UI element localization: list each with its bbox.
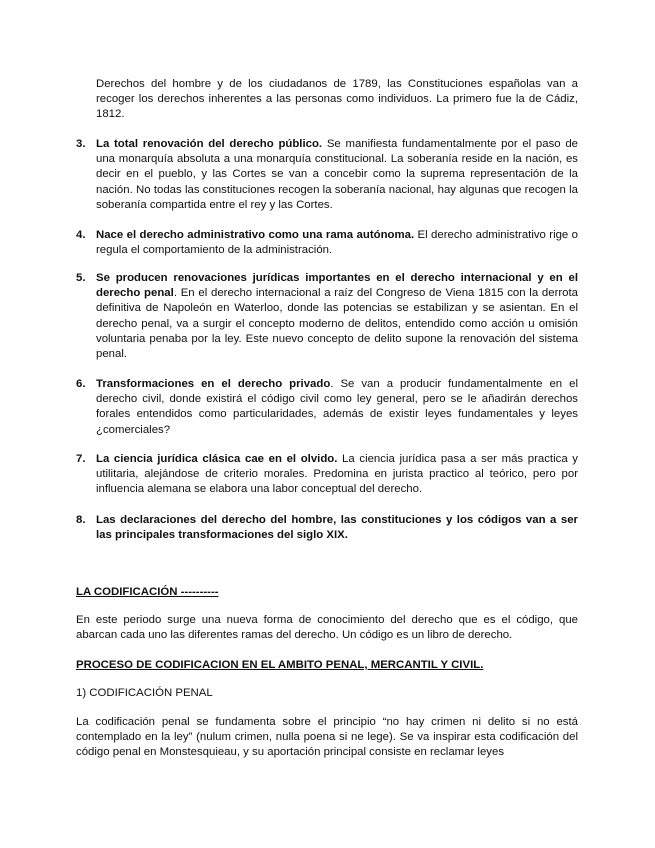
- item-number-5: 5.: [76, 272, 86, 284]
- item-number-8: 8.: [76, 514, 86, 526]
- item-number-4: 4.: [76, 229, 86, 241]
- list-item-6: [96, 377, 578, 438]
- list-item-8: [96, 513, 578, 543]
- item-heading-7: La ciencia jurídica clásica cae en el olvido.: [96, 453, 338, 465]
- item-heading-6: Transformaciones en el derecho privado: [96, 378, 331, 390]
- process-heading: PROCESO DE CODIFICACION EN EL AMBITO PENAL, MERCANTIL Y CIVIL.: [76, 659, 484, 671]
- item-number-3: 3.: [76, 138, 86, 150]
- item-heading-8: Las declaraciones del derecho del hombre, las constituciones y los códigos van a ser las principales transformaciones del siglo XIX.: [96, 514, 578, 542]
- list-item-5: [96, 271, 578, 362]
- item-number-6: 6.: [76, 378, 86, 390]
- item-number-7: 7.: [76, 453, 86, 465]
- intro-continuation: Derechos del hombre y de los ciudadanos de 1789, las Constituciones españolas van a recoger los derechos inherentes a las personas como individuos. La primero fue la de Cádiz, 1812.: [96, 78, 578, 121]
- list-item-7: [96, 452, 578, 498]
- section-heading-codificacion: LA CODIFICACIÓN ----------: [76, 586, 219, 598]
- item-body-7: La ciencia jurídica pasa a ser más practica y utilitaria, alejándose de criterio morales. Predomina en jurista practico al teórico, pero por influencia alemana se elabora una labor conceptual del derecho.: [96, 453, 578, 496]
- subsection-label: 1) CODIFICACIÓN PENAL: [76, 687, 213, 699]
- item-heading-4: Nace el derecho administrativo como una rama autónoma.: [96, 229, 415, 241]
- item-body-5: . En el derecho internacional a raíz del Congreso de Viena 1815 con la derrota definitiva de Napoleón en Waterloo, donde las potencias se estabilizan y se asientan. En el derecho penal, va a surgir el concepto moderno de delitos, entendido como acción u omisión voluntaria penaba por la ley. Este nuevo concepto de delito supone la renovación del sistema penal.: [96, 287, 578, 361]
- section-paragraph: En este periodo surge una nueva forma de conocimiento del derecho que es el código, que abarcan cada uno las diferentes ramas del derecho. Un código es un libro de derecho.: [76, 614, 578, 642]
- item-body-6: . Se van a producir fundamentalmente en el derecho civil, donde existirá el código civil como ley general, pero se le añadirán derechos forales entendidos como particularidades, además de existir leyes fundamentales y leyes ¿comerciales?: [96, 378, 578, 436]
- item-heading-3: La total renovación del derecho público.: [96, 138, 323, 150]
- item-body-3: Se manifiesta fundamentalmente por el paso de una monarquía absoluta a una monarquía constitucional. La soberanía reside en la nación, es decir en el pueblo, y las Cortes se van a concebir como la suprema representación de la nación. No todas las constituciones recogen la soberanía nacional, hay algunas que recogen la soberanía compartida entre el rey y las Cortes.: [96, 138, 578, 211]
- item-body-4: El derecho administrativo rige o regula el comportamiento de la administración.: [96, 229, 578, 257]
- list-item-4: [96, 228, 578, 258]
- final-paragraph: La codificación penal se fundamenta sobre el principio “no hay crimen ni delito si no está contemplado en la ley” (nulum crimen, nulla poena si ne lege). Se va inspirar esta codificación del código penal en Monstesquieau, y su aportación principal consiste en reclamar leyes: [76, 716, 578, 759]
- item-heading-5: Se producen renovaciones jurídicas importantes en el derecho internacional y en el derecho penal: [96, 272, 578, 300]
- list-item-3: [96, 137, 578, 213]
